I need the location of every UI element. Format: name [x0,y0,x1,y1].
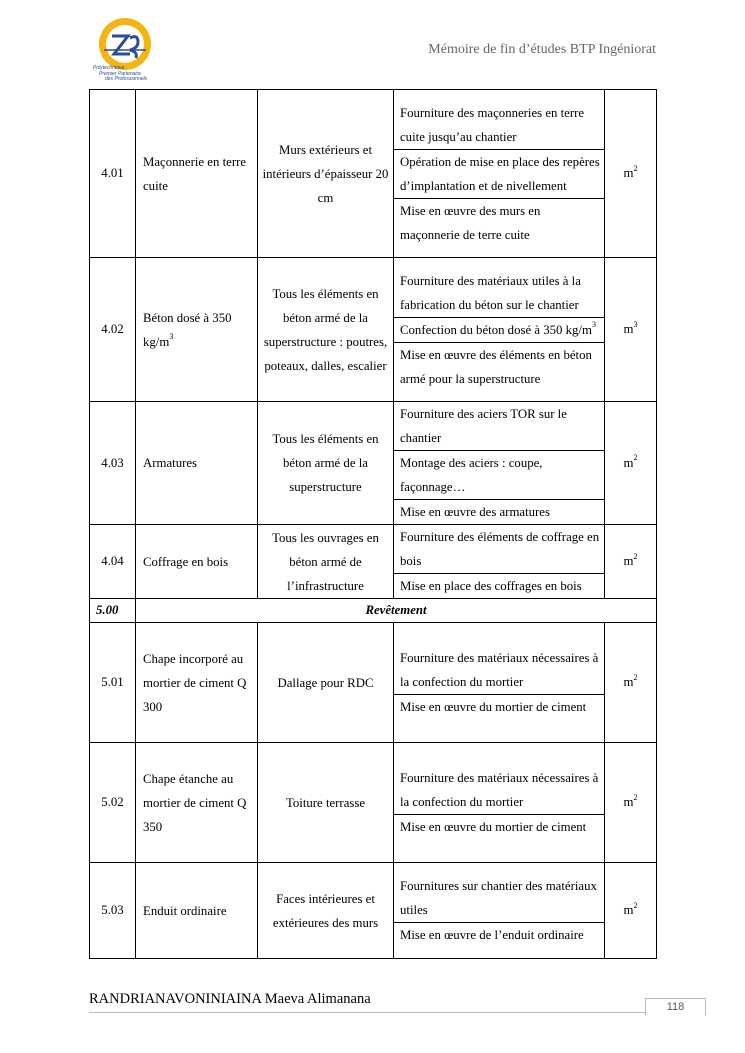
task: Mise en œuvre de l’enduit ordinaire [400,928,584,942]
item-tasks [394,258,605,402]
item-code: 4.04 [90,525,136,599]
item-tasks [394,90,605,258]
specification-table [89,89,657,959]
task: Fourniture des aciers TOR sur le chantier [394,402,604,451]
item-code: 4.02 [90,258,136,402]
section-row [90,599,657,623]
task: Mise en œuvre des murs en maçonnerie de terre cuite [400,203,541,242]
item-unit: $m^2$ [605,525,657,599]
header-title: Mémoire de fin d’études BTP Ingéniorat [428,42,656,57]
footer-divider [89,1012,704,1013]
item-tasks [394,743,605,863]
item-unit: $m^2$ [605,623,657,743]
item-designation: Chape incorporé au mortier de ciment Q 300 [136,623,258,743]
page-number: 118 [645,998,706,1015]
table-row [90,258,657,402]
item-code: 5.02 [90,743,136,863]
task: Fourniture des maçonneries en terre cuite jusqu’au chantier [394,101,604,150]
item-tasks [394,623,605,743]
section-title: Revêtement [136,599,657,623]
item-code: 4.03 [90,402,136,525]
table-row [90,743,657,863]
item-designation: Chape étanche au mortier de ciment Q 350 [136,743,258,863]
task: Montage des aciers : coupe, façonnage… [394,451,604,500]
item-unit: $m^3$ [605,258,657,402]
item-localisation: Tous les éléments en béton armé de la superstructure [258,402,394,525]
task: Mise en place des coffrages en bois [400,579,582,593]
task: Mise en œuvre des armatures [400,505,550,519]
table-row [90,402,657,525]
table-row [90,90,657,258]
item-designation: Béton dosé à 350 $kg/m^3$ [136,258,258,402]
item-unit: $m^2$ [605,402,657,525]
task: Fournitures sur chantier des matériaux utiles [394,874,604,923]
footer-author: RANDRIANAVONINIAINA Maeva Alimanana [89,991,371,1007]
item-unit: $m^2$ [605,863,657,959]
task: Opération de mise en place des repères d’implantation et de nivellement [394,150,604,199]
item-code: 5.03 [90,863,136,959]
task: Mise en œuvre du mortier de ciment [400,820,587,834]
task: Fourniture des matériaux nécessaires à la confection du mortier [394,766,604,815]
item-tasks [394,402,605,525]
item-code: 5.01 [90,623,136,743]
item-localisation: Murs extérieurs et intérieurs d’épaisseur 20 cm [258,90,394,258]
item-localisation: Faces intérieures et extérieures des murs [258,863,394,959]
item-unit: $m^2$ [605,90,657,258]
item-designation: Enduit ordinaire [136,863,258,959]
task: Fourniture des matériaux nécessaires à la confection du mortier [394,646,604,695]
task: Confection du béton dosé à 350 $kg/m^3$ [394,318,604,343]
task: Mise en œuvre du mortier de ciment [400,700,587,714]
logo-caption: Polytechnique Premier Partenaire des Professionnels [93,65,148,83]
item-unit: $m^2$ [605,743,657,863]
task: Mise en œuvre des éléments en béton armé pour la superstructure [400,347,592,386]
table-row [90,623,657,743]
section-code: 5.00 [90,599,136,623]
item-tasks [394,525,605,599]
item-designation: Coffrage en bois [136,525,258,599]
table-row [90,863,657,959]
item-designation: Maçonnerie en terre cuite [136,90,258,258]
item-localisation: Dallage pour RDC [258,623,394,743]
item-localisation: Tous les ouvrages en béton armé de l’infrastructure [258,525,394,599]
table-row [90,525,657,599]
item-code: 4.01 [90,90,136,258]
item-designation: Armatures [136,402,258,525]
item-tasks [394,863,605,959]
item-localisation: Toiture terrasse [258,743,394,863]
task: Fourniture des matériaux utiles à la fabrication du béton sur le chantier [394,269,604,318]
item-localisation: Tous les éléments en béton armé de la superstructure : poutres, poteaux, dalles, escalier [258,258,394,402]
task: Fourniture des éléments de coffrage en bois [394,525,604,574]
